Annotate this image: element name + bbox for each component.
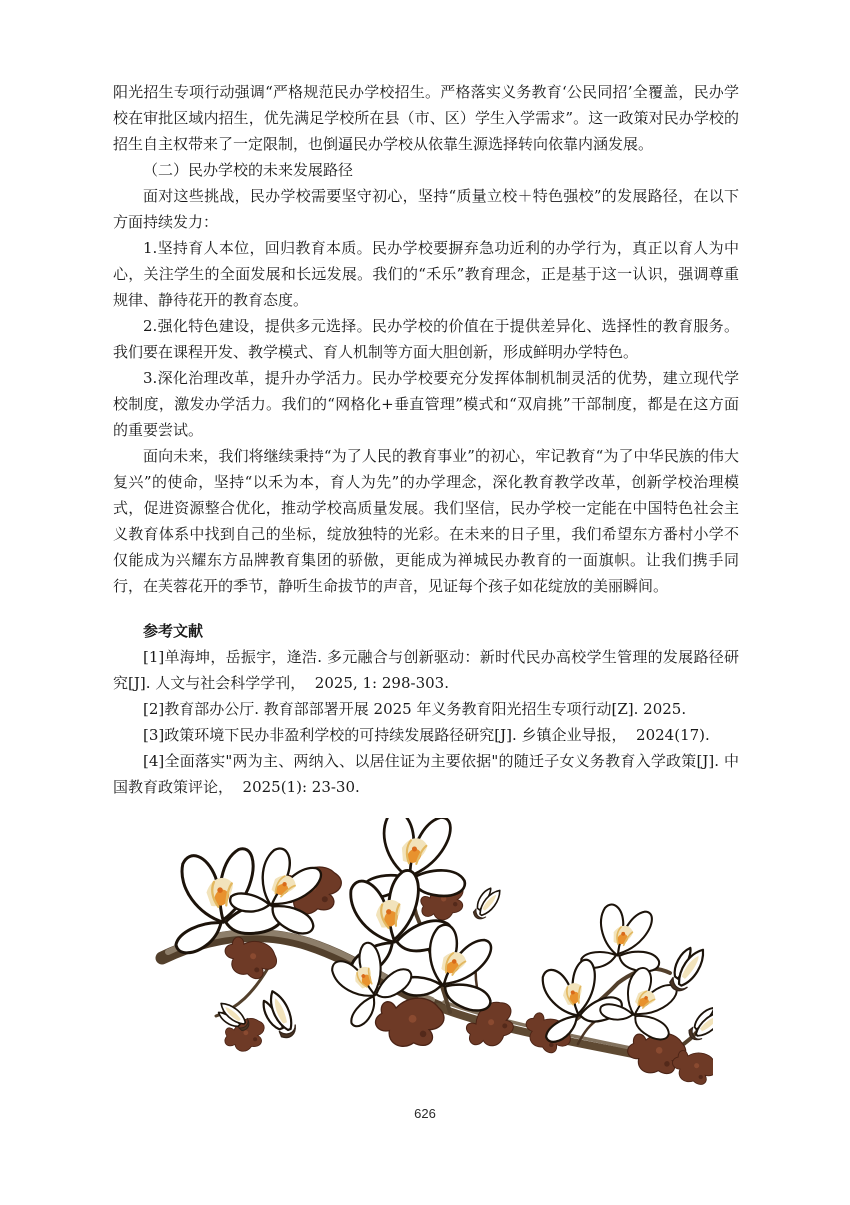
magnolia-ink-painting-svg (148, 818, 713, 1096)
paragraph: 1.坚持育人本位，回归教育本质。民办学校要摒弃急功近利的办学行为，真正以育人为中心，关注学生的全面发展和长远发展。我们的“禾乐”教育理念，正是基于这一认识，强调尊重规律、静待花开的教育态度。 (113, 239, 739, 309)
references-heading: 参考文献 (143, 622, 204, 640)
page-number: 626 (414, 1106, 436, 1121)
paragraph: 3.深化治理改革，提升办学活力。民办学校要充分发挥体制机制灵活的优势，建立现代学校制度，激发办学活力。我们的“网格化+垂直管理”模式和“双肩挑”干部制度，都是在这方面的重要尝试。 (113, 369, 739, 439)
reference-item: [3]政策环境下民办非盈利学校的可持续发展路径研究[J]. 乡镇企业导报， 2024(17). (143, 726, 710, 744)
paragraph: 面对这些挑战，民办学校需要坚守初心，坚持“质量立校＋特色强校”的发展路径，在以下方面持续发力： (113, 187, 739, 231)
reference-item: [2]教育部办公厅. 教育部部署开展 2025 年义务教育阳光招生专项行动[Z]. 2025. (143, 700, 687, 718)
paragraph: 2.强化特色建设，提供多元选择。民办学校的价值在于提供差异化、选择性的教育服务。我们要在课程开发、教学模式、育人机制等方面大胆创新，形成鲜明办学特色。 (113, 317, 739, 361)
magnolia-illustration (148, 818, 713, 1096)
reference-item: [1]单海坤，岳振宇，逄浩. 多元融合与创新驱动：新时代民办高校学生管理的发展路径研究[J]. 人文与社会科学学刊， 2025, 1: 298-303. (113, 648, 739, 692)
section-heading: （二）民办学校的未来发展路径 (143, 161, 354, 179)
reference-item: [4]全面落实"两为主、两纳入、以居住证为主要依据"的随迁子女义务教育入学政策[J]. 中国教育政策评论， 2025(1): 23-30. (113, 752, 739, 796)
body-text (113, 79, 739, 800)
paragraph: 阳光招生专项行动强调“严格规范民办学校招生。严格落实义务教育‘公民同招’全覆盖，民办学校在审批区域内招生，优先满足学校所在县（市、区）学生入学需求”。这一政策对民办学校的招生自主权带来了一定限制，也倒逼民办学校从依靠生源选择转向依靠内涵发展。 (113, 83, 739, 153)
paragraph: 面向未来，我们将继续秉持“为了人民的教育事业”的初心，牢记教育“为了中华民族的伟大复兴”的使命，坚持“以禾为本，育人为先”的办学理念，深化教育教学改革，创新学校治理模式，促进资源整合优化，推动学校高质量发展。我们坚信，民办学校一定能在中国特色社会主义教育体系中找到自己的坐标，绽放独特的光彩。在未来的日子里，我们希望东方番村小学不仅能成为兴耀东方品牌教育集团的骄傲，更能成为禅城民办教育的一面旗帜。让我们携手同行，在芙蓉花开的季节，静听生命拔节的声音，见证每个孩子如花绽放的美丽瞬间。 (113, 447, 739, 595)
